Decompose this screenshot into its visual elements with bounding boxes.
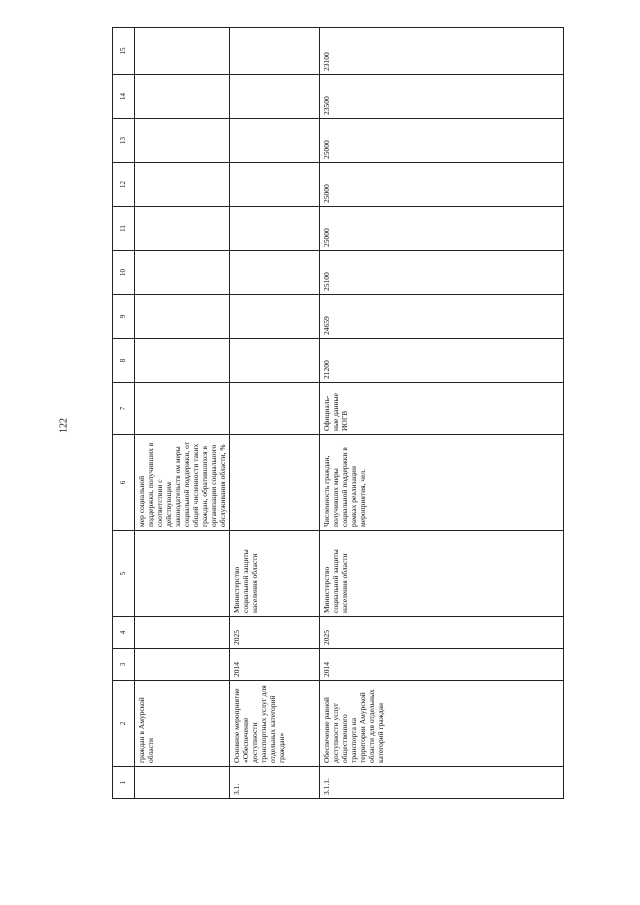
- rotated-table-container: [112, 47, 564, 799]
- table-cell: [230, 251, 320, 295]
- table-cell: 23500: [320, 75, 564, 119]
- table-cell: Основное мероприятие «Обеспечение доступности транспортных услуг для отдельных категорий граждан»: [230, 681, 320, 767]
- column-header-9: 9: [113, 295, 135, 339]
- table-cell: [135, 207, 230, 251]
- column-header-5: 5: [113, 531, 135, 617]
- table-cell: мер социальной поддержки, получивших в соответствии с действующим законодательств ом меры социальной поддержки, от общей численности таких граждан, обратившихся в организации социального обслуживания области, %: [135, 435, 230, 531]
- column-header-4: 4: [113, 617, 135, 649]
- table-cell: Официаль-ные данные ИОГВ: [320, 383, 564, 435]
- table-cell: [135, 649, 230, 681]
- column-header-13: 13: [113, 119, 135, 163]
- table-cell: [230, 383, 320, 435]
- table-cell: [230, 119, 320, 163]
- column-header-2: 2: [113, 681, 135, 767]
- table-cell: [135, 119, 230, 163]
- table-cell: 25000: [320, 119, 564, 163]
- table-row: [320, 28, 564, 799]
- column-header-8: 8: [113, 339, 135, 383]
- table-cell: 23100: [320, 28, 564, 75]
- table-cell: [135, 163, 230, 207]
- table-cell: 21200: [320, 339, 564, 383]
- column-header-1: 1: [113, 767, 135, 799]
- table-cell: [230, 435, 320, 531]
- table-cell: [230, 207, 320, 251]
- table-cell: 3.1.: [230, 767, 320, 799]
- header-row: [113, 28, 135, 799]
- column-header-12: 12: [113, 163, 135, 207]
- table-cell: Численность граждан, получивших меры социальной поддержки в рамках реализации мероприятия, чел.: [320, 435, 564, 531]
- table-cell: Министерство социальной защиты населения области: [320, 531, 564, 617]
- table-cell: 25000: [320, 207, 564, 251]
- table-cell: [230, 28, 320, 75]
- table-cell: [135, 531, 230, 617]
- table-cell: 2014: [320, 649, 564, 681]
- table-cell: граждан в Амурской области: [135, 681, 230, 767]
- table-cell: 24659: [320, 295, 564, 339]
- table-cell: [135, 251, 230, 295]
- table-cell: [135, 617, 230, 649]
- table-cell: 2025: [320, 617, 564, 649]
- table-row: [230, 28, 320, 799]
- table-cell: 25000: [320, 163, 564, 207]
- table-cell: [230, 75, 320, 119]
- table-row: [135, 28, 230, 799]
- table-cell: 2014: [230, 649, 320, 681]
- table-cell: [135, 28, 230, 75]
- table-cell: [135, 383, 230, 435]
- column-header-15: 15: [113, 28, 135, 75]
- column-header-7: 7: [113, 383, 135, 435]
- column-header-10: 10: [113, 251, 135, 295]
- table-cell: [135, 767, 230, 799]
- table-cell: [135, 295, 230, 339]
- column-header-3: 3: [113, 649, 135, 681]
- table-cell: Министерство социальной защиты населения области: [230, 531, 320, 617]
- table-cell: 2025: [230, 617, 320, 649]
- table-cell: [230, 295, 320, 339]
- table-cell: 25100: [320, 251, 564, 295]
- column-header-14: 14: [113, 75, 135, 119]
- indicators-table: [112, 27, 564, 799]
- column-header-6: 6: [113, 435, 135, 531]
- table-cell: [230, 339, 320, 383]
- column-header-11: 11: [113, 207, 135, 251]
- table-cell: [135, 339, 230, 383]
- table-cell: 3.1.1.: [320, 767, 564, 799]
- table-cell: [230, 163, 320, 207]
- table-cell: [135, 75, 230, 119]
- table-cell: Обеспечение равной доступности услуг общественного транспорта на территории Амурской области для отдельных категорий граждан: [320, 681, 564, 767]
- page-number: 122: [58, 418, 70, 433]
